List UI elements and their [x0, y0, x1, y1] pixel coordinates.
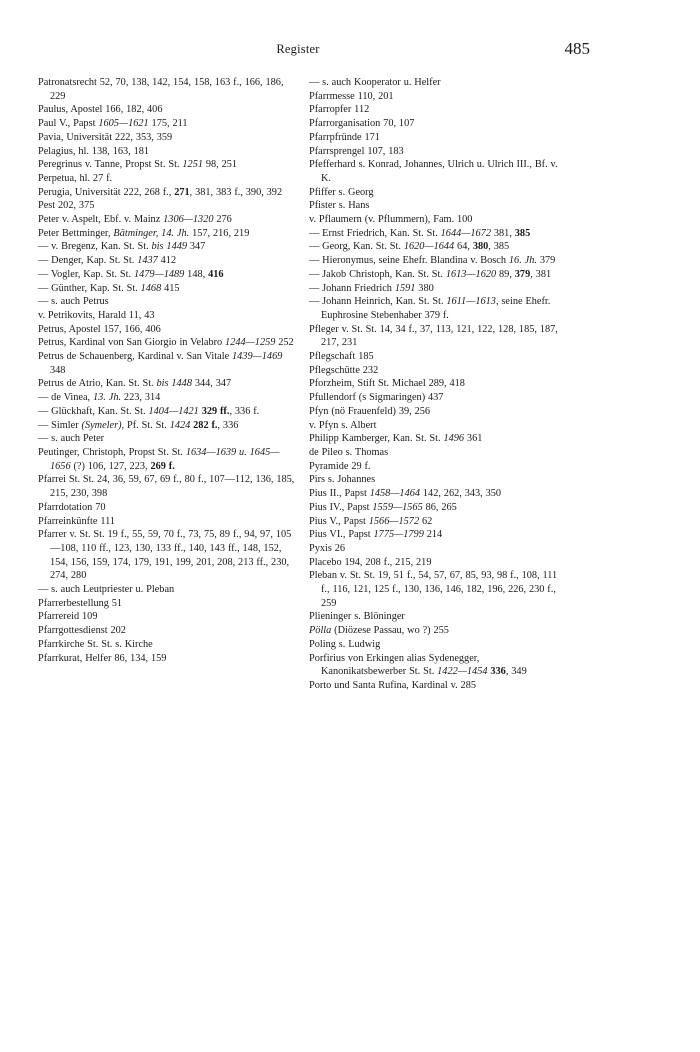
index-entry: Pavia, Universität 222, 353, 359	[38, 131, 173, 143]
index-entry: Pfleger v. St. St. 14, 34 f., 37, 113, 121, 122, 128, 185, 187, 217, 231	[309, 323, 558, 349]
index-entry: — s. auch Petrus	[38, 296, 109, 308]
index-entry: — Hieronymus, seine Ehefr. Blandina v. Bosch 16. Jh. 379	[309, 255, 556, 267]
index-entry: v. Petrikovits, Harald 11, 43	[38, 309, 155, 321]
index-entry: Pfarrerbestellung 51	[38, 597, 123, 609]
index-entry: — Johann Heinrich, Kan. St. St. 1611—1613, seine Ehefr. Euphrosine Stebenhaber 379 f.	[309, 296, 551, 321]
running-title: Register	[276, 42, 320, 56]
index-column-left	[38, 76, 296, 665]
index-entry: Pest 202, 375	[38, 200, 95, 212]
index-entry: Pflegschütte 232	[309, 364, 379, 376]
index-entry: Pfarrorganisation 70, 107	[309, 118, 415, 130]
index-entry: — Vogler, Kap. St. St. 1479—1489 148, 416	[38, 268, 224, 280]
index-entry: — de Vinea, 13. Jh. 223, 314	[38, 392, 161, 404]
index-entry: Pforzheim, Stift St. Michael 289, 418	[309, 378, 465, 390]
index-entry: Pölla (Diözese Passau, wo ?) 255	[309, 625, 449, 637]
index-entry: Poling s. Ludwig	[309, 638, 381, 650]
index-entry: Peter Bettminger, Bätminger, 14. Jh. 157, 216, 219	[38, 227, 250, 239]
index-entry: Pfarropfer 112	[309, 104, 370, 116]
index-entry: Petrus de Schauenberg, Kardinal v. San Vitale 1439—1469 348	[38, 351, 283, 376]
index-entry: Pyxis 26	[309, 542, 346, 554]
index-entry: Porfirius von Erkingen alias Sydenegger, Kanonikatsbewerber St. St. 1422—1454 336, 349	[309, 652, 527, 678]
index-entry: v. Pfyn s. Albert	[309, 419, 377, 431]
index-entry: Paul V., Papst 1605—1621 175, 211	[38, 118, 188, 130]
index-entry: Petrus, Apostel 157, 166, 406	[38, 323, 161, 335]
index-entry: — Jakob Christoph, Kan. St. St. 1613—1620 89, 379, 381	[309, 268, 552, 280]
index-entry: Plieninger s. Blöninger	[309, 611, 405, 623]
index-entry: Pirs s. Johannes	[309, 474, 376, 486]
index-entry: Pfarrkirche St. St. s. Kirche	[38, 638, 153, 650]
index-entry: Pfullendorf (s Sigmaringen) 437	[309, 392, 444, 404]
index-entry: — Georg, Kan. St. St. 1620—1644 64, 380, 385	[309, 241, 510, 253]
index-entry: — Denger, Kap. St. St. 1437 412	[38, 255, 177, 267]
page-number: 485	[564, 39, 590, 58]
index-entry: Philipp Kamberger, Kan. St. St. 1496 361	[309, 433, 483, 445]
index-entry: Pius IV., Papst 1559—1565 86, 265	[309, 501, 457, 513]
index-entry: Peregrinus v. Tanne, Propst St. St. 1251 98, 251	[38, 159, 238, 171]
index-entry: — Johann Friedrich 1591 380	[309, 282, 434, 294]
index-entry: — s. auch Peter	[38, 433, 105, 445]
index-entry: Pelagius, hl. 138, 163, 181	[38, 145, 150, 157]
index-entry: Pyramide 29 f.	[309, 460, 371, 472]
index-entry: Perugia, Universität 222, 268 f., 271, 381, 383 f., 390, 392	[38, 186, 283, 198]
index-column-right	[309, 76, 567, 693]
index-entry: Pfarrdotation 70	[38, 501, 106, 513]
index-entry: de Pileo s. Thomas	[309, 446, 389, 458]
index-entry: Pfarrmesse 110, 201	[309, 90, 394, 102]
index-entry: — Glückhaft, Kan. St. St. 1404—1421 329 ff., 336 f.	[38, 405, 260, 417]
index-entry: — s. auch Kooperator u. Helfer	[309, 77, 441, 88]
index-entry: Pfarrei St. St. 24, 36, 59, 67, 69 f., 80 f., 107—112, 136, 185, 215, 230, 398	[38, 474, 295, 500]
index-entry: Pfarrer v. St. St. 19 f., 55, 59, 70 f., 73, 75, 89 f., 94, 97, 105—108, 110 ff., 123, 130, 133 ff., 140, 143 ff., 148, 152, 154, 156, 159, 174, 179, 191, 199, 201, 208, 213 ff., 230, 274, 280	[38, 529, 292, 582]
index-entry: Pleban v. St. St. 19, 51 f., 54, 57, 67, 85, 93, 98 f., 108, 111 f., 116, 121, 125 f., 130, 136, 146, 182, 196, 226, 230 f., 259	[309, 570, 558, 609]
index-entry: Pfarrsprengel 107, 183	[309, 145, 404, 157]
index-entry: Pfarrgottesdienst 202	[38, 625, 126, 637]
index-entry: Pfister s. Hans	[309, 200, 370, 212]
index-entry: Pius II., Papst 1458—1464 142, 262, 343, 350	[309, 488, 502, 500]
index-entry: Pfarreinkünfte 111	[38, 515, 116, 527]
index-entry: Pfefferhard s. Konrad, Johannes, Ulrich u. Ulrich III., Bf. v. K.	[309, 159, 558, 184]
index-entry: Placebo 194, 208 f., 215, 219	[309, 556, 432, 568]
index-entry: Peutinger, Christoph, Propst St. St. 1634—1639 u. 1645—1656 (?) 106, 127, 223, 269 f.	[38, 446, 280, 472]
index-entry: Pfarrkurat, Helfer 86, 134, 159	[38, 652, 167, 664]
index-entry: Pfyn (nö Frauenfeld) 39, 256	[309, 405, 431, 417]
index-entry: Porto und Santa Rufina, Kardinal v. 285	[309, 679, 477, 691]
index-entry: — Ernst Friedrich, Kan. St. St. 1644—1672 381, 385	[309, 227, 531, 239]
index-entry: Peter v. Aspelt, Ebf. v. Mainz 1306—1320 276	[38, 214, 232, 226]
index-entry: Pflegschaft 185	[309, 351, 374, 363]
index-entry: Pfiffer s. Georg	[309, 186, 374, 198]
index-entry: Petrus de Atrio, Kan. St. St. bis 1448 344, 347	[38, 378, 232, 390]
index-entry: Pius V., Papst 1566—1572 62	[309, 515, 433, 527]
index-entry: Paulus, Apostel 166, 182, 406	[38, 104, 163, 116]
index-entry: Petrus, Kardinal von San Giorgio in Velabro 1244—1259 252	[38, 337, 294, 349]
page-header	[38, 39, 590, 62]
index-entry: — v. Bregenz, Kan. St. St. bis 1449 347	[38, 241, 206, 253]
index-entry: — Simler (Symeler), Pf. St. St. 1424 282 f., 336	[38, 419, 239, 431]
index-entry: — Günther, Kap. St. St. 1468 415	[38, 282, 180, 294]
index-entry: Perpetua, hl. 27 f.	[38, 172, 113, 184]
index-entry: Pius VI., Papst 1775—1799 214	[309, 529, 443, 541]
index-entry: v. Pflaumern (v. Pflummern), Fam. 100	[309, 214, 473, 226]
index-entry: Patronatsrecht 52, 70, 138, 142, 154, 158, 163 f., 166, 186, 229	[38, 77, 284, 102]
index-entry: Pfarrereid 109	[38, 611, 98, 623]
index-entry: Pfarrpfründe 171	[309, 131, 380, 143]
index-entry: — s. auch Leutpriester u. Pleban	[38, 584, 175, 596]
